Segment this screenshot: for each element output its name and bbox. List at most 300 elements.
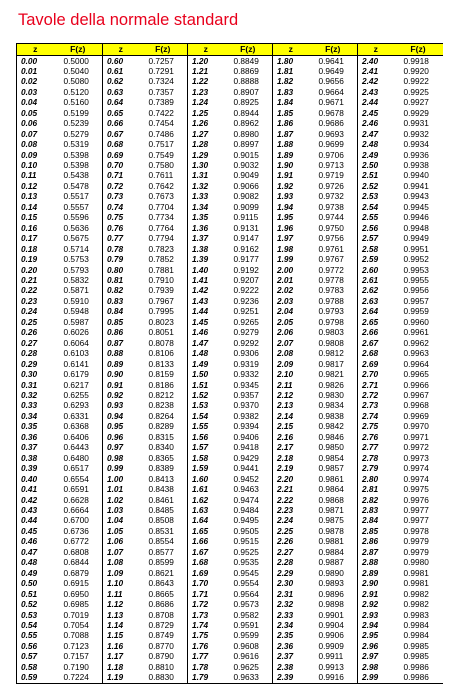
z-value: 2.89 xyxy=(358,568,394,578)
fz-value: 0.9857 xyxy=(318,463,344,474)
z-value: 2.91 xyxy=(358,589,394,599)
z-value: 2.01 xyxy=(273,275,309,285)
header-z: z xyxy=(273,44,309,56)
z-value: 1.54 xyxy=(188,411,224,421)
z-value: 2.62 xyxy=(358,285,394,295)
fz-value: 0.9967 xyxy=(403,390,429,400)
z-value: 1.85 xyxy=(273,108,309,118)
fz-value: 0.6480 xyxy=(63,452,89,463)
z-value: 2.36 xyxy=(273,641,309,651)
z-value: 2.54 xyxy=(358,202,394,212)
z-value: 0.59 xyxy=(17,672,54,683)
z-value: 1.10 xyxy=(103,578,139,588)
fz-value: 0.9925 xyxy=(403,86,429,97)
fz-value: 0.9975 xyxy=(403,484,429,495)
fz-value: 0.8238 xyxy=(148,400,174,411)
z-value: 1.07 xyxy=(103,547,139,557)
z-value: 0.96 xyxy=(103,432,139,442)
fz-value: 0.6628 xyxy=(63,494,89,505)
z-value: 0.67 xyxy=(103,129,139,139)
z-value: 1.56 xyxy=(188,432,224,442)
z-value: 2.86 xyxy=(358,536,394,546)
z-value: 0.46 xyxy=(17,536,54,546)
fz-value: 0.8023 xyxy=(148,316,174,327)
fz-value: 0.9884 xyxy=(318,546,344,557)
fz-value: 0.7910 xyxy=(148,275,174,286)
fz-value: 0.9591 xyxy=(233,619,259,630)
z-value: 2.97 xyxy=(358,651,394,661)
fz-value: 0.9916 xyxy=(309,672,358,683)
fz-value: 0.9985 xyxy=(403,651,429,662)
fz-value: 0.9949 xyxy=(403,233,429,244)
z-value: 2.15 xyxy=(273,421,309,431)
fz-value: 0.9943 xyxy=(403,191,429,202)
fz-value: 0.8106 xyxy=(148,348,174,359)
table-row xyxy=(17,672,443,683)
z-value: 0.47 xyxy=(17,547,54,557)
z-value: 2.88 xyxy=(358,557,394,567)
z-value: 2.31 xyxy=(273,589,309,599)
z-value: 2.08 xyxy=(273,348,309,358)
z-value: 0.15 xyxy=(17,212,54,222)
z-value: 1.75 xyxy=(188,630,224,640)
z-value: 0.70 xyxy=(103,160,139,170)
z-value: 0.58 xyxy=(17,662,54,672)
table-row xyxy=(17,547,443,557)
fz-value: 0.9968 xyxy=(403,400,429,411)
z-value: 0.33 xyxy=(17,400,54,410)
fz-value: 0.8340 xyxy=(148,442,174,453)
fz-value: 0.5319 xyxy=(63,139,89,150)
z-value: 1.14 xyxy=(103,620,139,630)
fz-value: 0.6554 xyxy=(63,473,89,484)
z-value: 0.04 xyxy=(17,97,54,107)
fz-value: 0.5080 xyxy=(63,76,89,87)
z-value: 2.20 xyxy=(273,474,309,484)
z-value: 2.03 xyxy=(273,296,309,306)
z-value: 1.82 xyxy=(273,76,309,86)
fz-value: 0.9920 xyxy=(403,65,429,76)
fz-value: 0.9306 xyxy=(233,348,259,359)
z-value: 1.87 xyxy=(273,129,309,139)
fz-value: 0.9981 xyxy=(403,567,429,578)
z-value: 0.37 xyxy=(17,442,54,452)
table-row xyxy=(17,244,443,254)
header-z: z xyxy=(103,44,139,56)
z-value: 0.53 xyxy=(17,610,54,620)
z-value: 2.55 xyxy=(358,212,394,222)
fz-value: 0.9131 xyxy=(233,222,259,233)
z-value: 2.80 xyxy=(358,474,394,484)
fz-value: 0.9977 xyxy=(403,504,429,515)
fz-value: 0.9896 xyxy=(318,588,344,599)
fz-value: 0.9394 xyxy=(233,421,259,432)
z-value: 0.45 xyxy=(17,526,54,536)
fz-value: 0.9441 xyxy=(233,463,259,474)
fz-value: 0.9890 xyxy=(318,567,344,578)
z-value: 2.32 xyxy=(273,599,309,609)
z-value: 2.57 xyxy=(358,233,394,243)
z-value: 0.23 xyxy=(17,296,54,306)
z-value: 2.47 xyxy=(358,129,394,139)
fz-value: 0.9980 xyxy=(403,557,429,568)
z-value: 2.21 xyxy=(273,484,309,494)
fz-value: 0.9099 xyxy=(233,201,259,212)
z-value: 2.87 xyxy=(358,547,394,557)
fz-value: 0.9633 xyxy=(224,672,273,683)
z-value: 1.01 xyxy=(103,484,139,494)
fz-value: 0.9616 xyxy=(233,651,259,662)
z-value: 2.74 xyxy=(358,411,394,421)
z-value: 2.06 xyxy=(273,327,309,337)
fz-value: 0.9977 xyxy=(403,515,429,526)
z-value: 1.30 xyxy=(188,160,224,170)
fz-value: 0.9986 xyxy=(394,672,443,683)
z-value: 0.65 xyxy=(103,108,139,118)
fz-value: 0.9936 xyxy=(403,149,429,160)
fz-value: 0.9961 xyxy=(403,327,429,338)
fz-value: 0.8133 xyxy=(148,358,174,369)
z-value: 2.45 xyxy=(358,108,394,118)
fz-value: 0.9719 xyxy=(318,170,344,181)
z-value: 1.16 xyxy=(103,641,139,651)
fz-value: 0.9881 xyxy=(318,536,344,547)
z-value: 0.27 xyxy=(17,338,54,348)
z-value: 1.43 xyxy=(188,296,224,306)
table-row xyxy=(17,599,443,609)
z-value: 1.22 xyxy=(188,76,224,86)
fz-value: 0.7157 xyxy=(63,651,89,662)
fz-value: 0.5753 xyxy=(63,254,89,265)
fz-value: 0.8577 xyxy=(148,546,174,557)
fz-value: 0.9960 xyxy=(403,316,429,327)
z-value: 0.81 xyxy=(103,275,139,285)
z-value: 1.37 xyxy=(188,233,224,243)
fz-value: 0.8365 xyxy=(148,452,174,463)
fz-value: 0.9756 xyxy=(318,233,344,244)
fz-value: 0.9909 xyxy=(318,640,344,651)
z-value: 1.94 xyxy=(273,202,309,212)
z-value: 2.17 xyxy=(273,442,309,452)
z-value: 2.07 xyxy=(273,338,309,348)
fz-value: 0.8869 xyxy=(233,65,259,76)
z-value: 1.93 xyxy=(273,191,309,201)
z-value: 0.30 xyxy=(17,369,54,379)
z-value: 2.48 xyxy=(358,139,394,149)
z-value: 1.44 xyxy=(188,306,224,316)
z-value: 1.89 xyxy=(273,150,309,160)
z-value: 2.69 xyxy=(358,359,394,369)
fz-value: 0.9382 xyxy=(233,410,259,421)
fz-value: 0.8962 xyxy=(233,118,259,129)
fz-value: 0.8790 xyxy=(148,651,174,662)
fz-value: 0.9808 xyxy=(318,337,344,348)
table-row xyxy=(17,400,443,410)
fz-value: 0.8186 xyxy=(148,379,174,390)
z-value: 2.96 xyxy=(358,641,394,651)
fz-value: 0.9834 xyxy=(318,400,344,411)
fz-value: 0.9956 xyxy=(403,285,429,296)
z-value: 2.92 xyxy=(358,599,394,609)
z-value: 1.29 xyxy=(188,150,224,160)
fz-value: 0.9979 xyxy=(403,546,429,557)
fz-value: 0.9868 xyxy=(318,494,344,505)
table-row xyxy=(17,296,443,306)
fz-value: 0.9978 xyxy=(403,525,429,536)
fz-value: 0.9904 xyxy=(318,619,344,630)
fz-value: 0.9649 xyxy=(318,65,344,76)
table-row xyxy=(17,317,443,327)
z-value: 2.59 xyxy=(358,254,394,264)
fz-value: 0.8665 xyxy=(148,588,174,599)
fz-value: 0.9732 xyxy=(318,191,344,202)
z-value: 0.08 xyxy=(17,139,54,149)
fz-value: 0.6406 xyxy=(63,431,89,442)
z-value: 2.49 xyxy=(358,150,394,160)
fz-value: 0.6879 xyxy=(63,567,89,578)
z-value: 2.30 xyxy=(273,578,309,588)
fz-value: 0.9332 xyxy=(233,369,259,380)
fz-value: 0.9783 xyxy=(318,285,344,296)
fz-value: 0.9964 xyxy=(403,358,429,369)
z-value: 2.71 xyxy=(358,380,394,390)
z-value: 0.60 xyxy=(103,55,139,66)
table-row xyxy=(17,118,443,128)
fz-value: 0.9979 xyxy=(403,536,429,547)
fz-value: 0.8686 xyxy=(148,599,174,610)
fz-value: 0.7642 xyxy=(148,180,174,191)
z-value: 1.47 xyxy=(188,338,224,348)
z-value: 0.13 xyxy=(17,191,54,201)
table-row xyxy=(17,453,443,463)
fz-value: 0.9945 xyxy=(403,201,429,212)
fz-value: 0.9429 xyxy=(233,452,259,463)
fz-value: 0.8770 xyxy=(148,640,174,651)
z-value: 0.63 xyxy=(103,87,139,97)
fz-value: 0.5517 xyxy=(63,191,89,202)
z-value: 0.07 xyxy=(17,129,54,139)
z-value: 0.34 xyxy=(17,411,54,421)
z-value: 2.37 xyxy=(273,651,309,661)
z-value: 0.93 xyxy=(103,400,139,410)
z-value: 2.79 xyxy=(358,463,394,473)
fz-value: 0.9931 xyxy=(403,118,429,129)
z-value: 0.76 xyxy=(103,223,139,233)
z-value: 1.38 xyxy=(188,244,224,254)
z-value: 0.21 xyxy=(17,275,54,285)
fz-value: 0.9554 xyxy=(233,578,259,589)
fz-value: 0.8849 xyxy=(233,55,259,66)
fz-value: 0.9830 xyxy=(318,390,344,400)
fz-value: 0.9911 xyxy=(318,651,344,662)
table-row xyxy=(17,265,443,275)
z-value: 0.83 xyxy=(103,296,139,306)
fz-value: 0.9985 xyxy=(403,640,429,651)
z-value: 2.46 xyxy=(358,118,394,128)
fz-value: 0.7995 xyxy=(148,306,174,317)
fz-value: 0.9625 xyxy=(233,661,259,672)
z-value: 1.49 xyxy=(188,359,224,369)
fz-value: 0.5478 xyxy=(63,180,89,191)
header-z: z xyxy=(188,44,224,56)
z-value: 0.29 xyxy=(17,359,54,369)
fz-value: 0.8907 xyxy=(233,86,259,97)
table-row xyxy=(17,432,443,442)
z-value: 2.28 xyxy=(273,557,309,567)
z-value: 0.48 xyxy=(17,557,54,567)
fz-value: 0.9319 xyxy=(233,358,259,369)
fz-value: 0.8289 xyxy=(148,421,174,432)
fz-value: 0.9066 xyxy=(233,180,259,191)
fz-value: 0.5000 xyxy=(63,55,89,66)
z-value: 0.18 xyxy=(17,244,54,254)
z-value: 2.39 xyxy=(273,672,309,683)
z-value: 1.72 xyxy=(188,599,224,609)
fz-value: 0.9788 xyxy=(318,295,344,306)
z-value: 1.55 xyxy=(188,421,224,431)
fz-value: 0.5871 xyxy=(63,285,89,296)
z-value: 0.62 xyxy=(103,76,139,86)
z-value: 1.71 xyxy=(188,589,224,599)
z-value: 1.31 xyxy=(188,170,224,180)
table-row xyxy=(17,557,443,567)
fz-value: 0.5714 xyxy=(63,243,89,254)
z-value: 1.83 xyxy=(273,87,309,97)
fz-value: 0.6179 xyxy=(63,369,89,380)
fz-value: 0.9974 xyxy=(403,463,429,474)
table-row xyxy=(17,651,443,661)
fz-value: 0.9850 xyxy=(318,442,344,453)
z-value: 0.82 xyxy=(103,285,139,295)
z-value: 0.73 xyxy=(103,191,139,201)
table-row xyxy=(17,630,443,640)
table-row xyxy=(17,662,443,672)
z-value: 0.28 xyxy=(17,348,54,358)
table-row xyxy=(17,55,443,66)
fz-value: 0.8531 xyxy=(148,525,174,536)
fz-value: 0.8485 xyxy=(148,504,174,515)
header-z: z xyxy=(358,44,394,56)
fz-value: 0.6736 xyxy=(63,525,89,536)
z-value: 2.52 xyxy=(358,181,394,191)
z-value: 1.15 xyxy=(103,630,139,640)
z-value: 0.85 xyxy=(103,317,139,327)
fz-value: 0.9664 xyxy=(318,86,344,97)
fz-value: 0.7389 xyxy=(148,97,174,108)
z-value: 0.25 xyxy=(17,317,54,327)
fz-value: 0.9505 xyxy=(233,525,259,536)
fz-value: 0.8729 xyxy=(148,619,174,630)
z-value: 0.06 xyxy=(17,118,54,128)
fz-value: 0.7357 xyxy=(148,86,174,97)
fz-value: 0.9927 xyxy=(403,97,429,108)
fz-value: 0.9761 xyxy=(318,243,344,254)
fz-value: 0.5199 xyxy=(63,107,89,118)
fz-value: 0.9966 xyxy=(403,379,429,390)
fz-value: 0.7794 xyxy=(148,233,174,244)
z-value: 1.04 xyxy=(103,515,139,525)
z-value: 0.36 xyxy=(17,432,54,442)
z-value: 0.02 xyxy=(17,76,54,86)
fz-value: 0.9641 xyxy=(318,55,344,66)
fz-value: 0.8830 xyxy=(139,672,188,683)
z-value: 2.14 xyxy=(273,411,309,421)
table-row xyxy=(17,170,443,180)
z-value: 1.79 xyxy=(188,672,224,683)
fz-value: 0.5948 xyxy=(63,306,89,317)
fz-value: 0.9049 xyxy=(233,170,259,181)
z-value: 1.74 xyxy=(188,620,224,630)
z-value: 0.77 xyxy=(103,233,139,243)
z-value: 2.25 xyxy=(273,526,309,536)
z-value: 2.56 xyxy=(358,223,394,233)
z-value: 1.36 xyxy=(188,223,224,233)
z-value: 1.92 xyxy=(273,181,309,191)
table-row xyxy=(17,442,443,452)
table-row xyxy=(17,505,443,515)
fz-value: 0.6591 xyxy=(63,484,89,495)
fz-value: 0.9893 xyxy=(318,578,344,589)
fz-value: 0.9177 xyxy=(233,254,259,265)
fz-value: 0.7486 xyxy=(148,128,174,139)
header-fz: F(z) xyxy=(394,44,443,56)
fz-value: 0.7852 xyxy=(148,254,174,265)
table-row xyxy=(17,463,443,473)
z-value: 0.99 xyxy=(103,463,139,473)
z-value: 0.54 xyxy=(17,620,54,630)
fz-value: 0.9370 xyxy=(233,400,259,411)
z-value: 2.24 xyxy=(273,515,309,525)
fz-value: 0.9974 xyxy=(403,473,429,484)
z-value: 1.27 xyxy=(188,129,224,139)
fz-value: 0.5636 xyxy=(63,222,89,233)
fz-value: 0.8554 xyxy=(148,536,174,547)
fz-value: 0.9750 xyxy=(318,222,344,233)
fz-value: 0.9678 xyxy=(318,107,344,118)
z-value: 1.05 xyxy=(103,526,139,536)
z-table xyxy=(16,43,443,684)
z-value: 1.65 xyxy=(188,526,224,536)
fz-value: 0.9474 xyxy=(233,494,259,505)
z-value: 1.02 xyxy=(103,495,139,505)
fz-value: 0.9982 xyxy=(403,588,429,599)
z-value: 0.50 xyxy=(17,578,54,588)
z-value: 1.53 xyxy=(188,400,224,410)
fz-value: 0.9222 xyxy=(233,285,259,296)
header-fz: F(z) xyxy=(54,44,103,56)
z-value: 1.67 xyxy=(188,547,224,557)
z-value: 0.16 xyxy=(17,223,54,233)
z-value: 1.80 xyxy=(273,55,309,66)
z-value: 2.09 xyxy=(273,359,309,369)
z-value: 0.43 xyxy=(17,505,54,515)
z-value: 0.72 xyxy=(103,181,139,191)
fz-value: 0.8925 xyxy=(233,97,259,108)
z-value: 1.73 xyxy=(188,610,224,620)
fz-value: 0.9207 xyxy=(233,275,259,286)
z-value: 0.31 xyxy=(17,380,54,390)
z-value: 2.90 xyxy=(358,578,394,588)
fz-value: 0.6950 xyxy=(63,588,89,599)
z-value: 2.04 xyxy=(273,306,309,316)
z-value: 1.57 xyxy=(188,442,224,452)
fz-value: 0.9582 xyxy=(233,609,259,620)
z-value: 2.41 xyxy=(358,66,394,76)
z-value: 0.69 xyxy=(103,150,139,160)
fz-value: 0.9803 xyxy=(318,327,344,338)
fz-value: 0.6915 xyxy=(63,578,89,589)
z-value: 0.05 xyxy=(17,108,54,118)
